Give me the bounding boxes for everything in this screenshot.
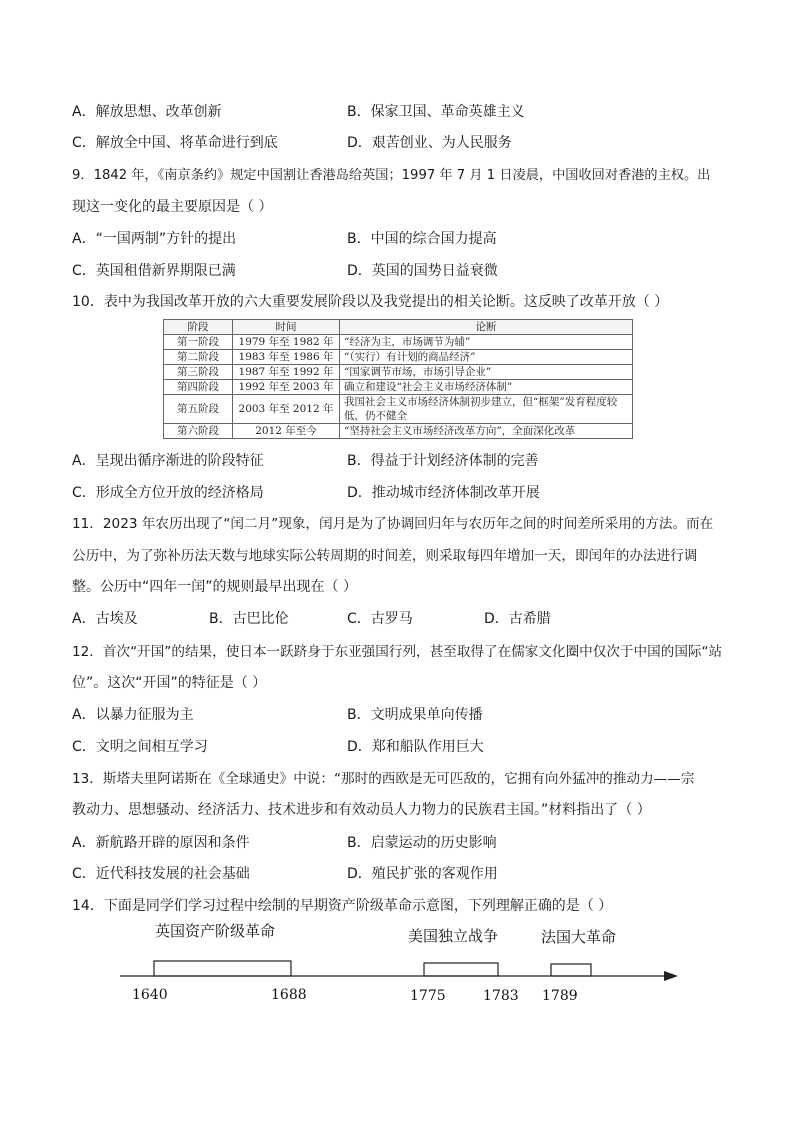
q8-option-a: A．解放思想、改革创新 — [72, 104, 222, 120]
q13-option-c: C．近代科技发展的社会基础 — [72, 866, 250, 882]
q12-stem-line1: 12．首次“开国”的结果，使日本一跃跻身于东亚强国行列，甚至取得了在儒家文化圈中仅次于中国的国际“站 — [72, 644, 723, 660]
q8-option-b: B．保家卫国、革命英雄主义 — [347, 104, 525, 120]
q12-stem-line2: 位”。这次“开国”的特征是（ ） — [72, 675, 267, 691]
q10-stem: 10．表中为我国改革开放的六大重要发展阶段以及我党提出的相关论断。这反映了改革开放（ ） — [72, 294, 669, 310]
q10-option-b: B．得益于计划经济体制的完善 — [347, 453, 539, 469]
timeline-label-english: 英国资产阶级革命 — [155, 922, 276, 940]
header-time: 时间 — [233, 320, 340, 335]
timeline-year: 1688 — [271, 987, 307, 1003]
header-stage: 阶段 — [164, 320, 233, 335]
timeline-year: 1640 — [132, 987, 168, 1003]
q11-option-c: C．古罗马 — [347, 611, 413, 627]
q12-option-a: A．以暴力征服为主 — [72, 707, 194, 723]
cell-stage: 第一阶段 — [164, 335, 233, 350]
q10-option-d: D．推动城市经济体制改革开展 — [347, 485, 540, 501]
english-revolution-box — [154, 961, 291, 976]
q9-option-c: C．英国租借新界期限已满 — [72, 263, 236, 279]
q13-option-b: B．启蒙运动的历史影响 — [347, 835, 497, 851]
cell-claim: 确立和建设“社会主义市场经济体制” — [340, 380, 633, 395]
cell-claim: “坚持社会主义市场经济改革方向”，全面深化改革 — [340, 424, 633, 439]
q12-option-d: D．郑和船队作用巨大 — [347, 739, 484, 755]
q8-option-d: D．艰苦创业、为人民服务 — [347, 135, 512, 151]
q11-option-a: A．古埃及 — [72, 611, 138, 627]
timeline-year: 1789 — [542, 988, 578, 1004]
q11-option-b: B．古巴比伦 — [209, 611, 289, 627]
cell-claim: 我国社会主义市场经济体制初步建立，但“框架”发育程度较低，仍不健全 — [340, 395, 633, 424]
q12-option-c: C．文明之间相互学习 — [72, 739, 208, 755]
cell-stage: 第三阶段 — [164, 365, 233, 380]
q8-option-c: C．解放全中国、将革命进行到底 — [72, 135, 278, 151]
q13-option-a: A．新航路开辟的原因和条件 — [72, 835, 250, 851]
cell-time: 1983 年至 1986 年 — [233, 350, 340, 365]
cell-time: 2003 年至 2012 年 — [233, 395, 340, 424]
q9-option-a: A．“一国两制”方针的提出 — [72, 231, 237, 247]
cell-time: 1979 年至 1982 年 — [233, 335, 340, 350]
timeline-label-french: 法国大革命 — [541, 928, 617, 946]
cell-stage: 第二阶段 — [164, 350, 233, 365]
cell-claim: “（实行）有计划的商品经济” — [340, 350, 633, 365]
timeline-year: 1775 — [410, 988, 446, 1004]
cell-time: 2012 年至今 — [233, 424, 340, 439]
cell-claim: “国家调节市场，市场引导企业” — [340, 365, 633, 380]
cell-time: 1987 年至 1992 年 — [233, 365, 340, 380]
q9-stem-line2: 现这一变化的最主要原因是（ ） — [72, 199, 273, 215]
cell-stage: 第六阶段 — [164, 424, 233, 439]
header-claim: 论断 — [340, 320, 633, 335]
cell-claim: “经济为主，市场调节为辅” — [340, 335, 633, 350]
french-revolution-box — [551, 964, 591, 976]
q10-option-c: C．形成全方位开放的经济格局 — [72, 485, 264, 501]
cell-stage: 第五阶段 — [164, 395, 233, 424]
timeline-label-american: 美国独立战争 — [408, 927, 499, 945]
q9-option-d: D．英国的国势日益衰微 — [347, 263, 498, 279]
q11-stem-line3: 整。公历中“四年一闰”的规则最早出现在（ ） — [72, 579, 357, 595]
q12-option-b: B．文明成果单向传播 — [347, 707, 483, 723]
q13-option-d: D．殖民扩张的客观作用 — [347, 866, 498, 882]
q13-stem-line1: 13．斯塔夫里阿诺斯在《全球通史》中说：“那时的西欧是无可匹敌的，它拥有向外猛冲的推动力——宗 — [72, 771, 695, 787]
american-war-box — [424, 963, 498, 976]
cell-time: 1992 年至 2003 年 — [233, 380, 340, 395]
timeline-arrow-icon — [664, 971, 678, 981]
q11-option-d: D．古希腊 — [484, 611, 551, 627]
q9-option-b: B．中国的综合国力提高 — [347, 231, 497, 247]
cell-stage: 第四阶段 — [164, 380, 233, 395]
q10-option-a: A．呈现出循序渐进的阶段特征 — [72, 453, 264, 469]
timeline-year: 1783 — [483, 988, 519, 1004]
q14-stem: 14．下面是同学们学习过程中绘制的早期资产阶级革命示意图，下列理解正确的是（ ） — [72, 898, 613, 914]
q9-stem-line1: 9．1842 年，《南京条约》规定中国割让香港岛给英国；1997 年 7 月 1 日凌晨，中国收回对香港的主权。出 — [72, 168, 711, 183]
q11-stem-line2: 公历中，为了弥补历法天数与地球实际公转周期的时间差，则采取每四年增加一天，即闰年的办法进行调 — [72, 548, 698, 564]
q11-stem-line1: 11．2023 年农历出现了“闰二月”现象，闰月是为了协调回归年与农历年之间的时间差所采用的方法。而在 — [72, 516, 714, 532]
q13-stem-line2: 教动力、思想骚动、经济活力、技术进步和有效动员人力物力的民族君主国。”材料指出了（ ） — [72, 802, 651, 818]
